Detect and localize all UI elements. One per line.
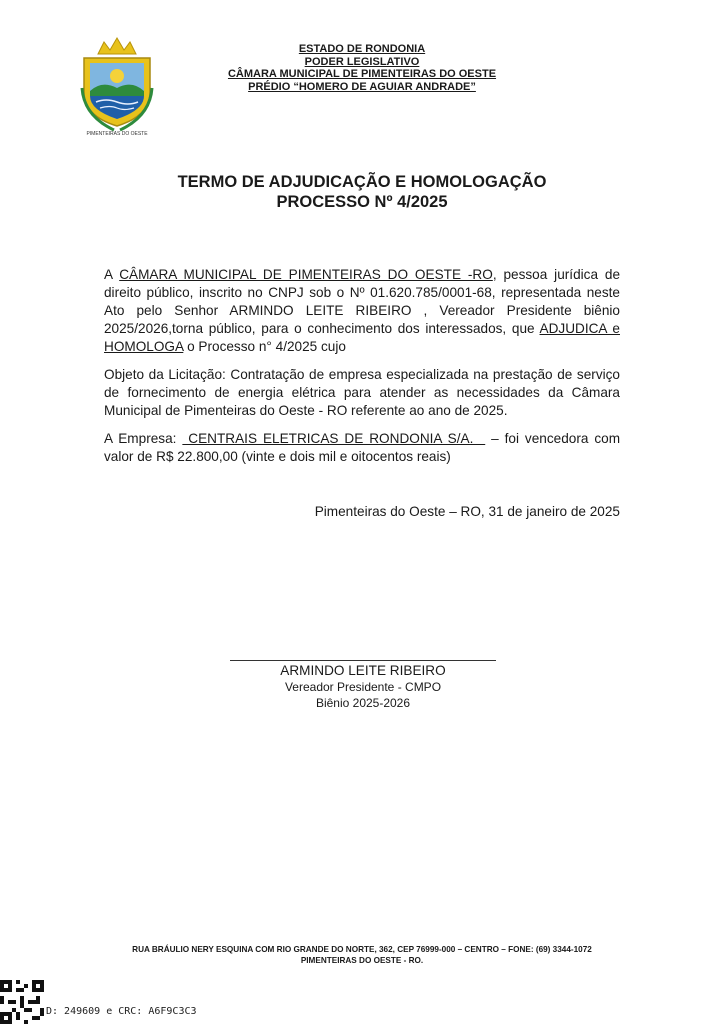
title-line-1: TERMO DE ADJUDICAÇÃO E HOMOLOGAÇÃO [177, 173, 547, 191]
p3-prefix: A Empresa: [104, 431, 183, 446]
municipal-seal [76, 36, 158, 136]
seal-caption: PIMENTEIRAS DO OESTE [86, 131, 148, 136]
header-state: ESTADO DE RONDONIA [298, 43, 426, 55]
verification-qr-code [0, 980, 44, 1024]
signer-role: Vereador Presidente - CMPO [284, 680, 442, 694]
header-chamber: CÂMARA MUNICIPAL DE PIMENTEIRAS DO OESTE [227, 68, 497, 80]
company-name: CENTRAIS ELETRICAS DE RONDONIA S/A. [182, 431, 486, 446]
p1-suffix: o Processo n° 4/2025 cujo [183, 339, 346, 354]
paragraph-object: Objeto da Licitação: Contratação de empresa especializada na prestação de serviço de fornecimento de energia elétrica para atender as necessidades da Câmara Municipal de Pimenteiras do Oeste - RO referente ao ano de 2025. [104, 367, 620, 418]
header-building: PRÉDIO “HOMERO DE AGUIAR ANDRADE” [248, 80, 476, 93]
paragraph-adjudication [104, 266, 620, 356]
title-line-2: PROCESSO Nº 4/2025 [276, 193, 448, 211]
header-power: PODER LEGISLATIVO [304, 55, 420, 68]
entity-name: CÂMARA MUNICIPAL DE PIMENTEIRAS DO OESTE -RO [119, 267, 493, 282]
footer-address [60, 944, 664, 966]
p3-suffix: – foi vencedora com valor de R$ 22.800,00 (vinte e dois mil e oitocentos reais) [104, 431, 621, 464]
document-title [100, 172, 624, 212]
signature-line [230, 660, 496, 661]
signer-name: ARMINDO LEITE RIBEIRO [280, 663, 446, 678]
paragraph-winner [104, 430, 620, 466]
letterhead [190, 43, 534, 93]
p1-middle: , pessoa jurídica de direito público, inscrito no CNPJ sob o Nº 01.620.785/0001-68, representada neste Ato pelo Senhor ARMINDO LEITE RIBEIRO , Vereador Presidente biênio 2025/2026,torna público, para o conhecimento dos interessados, que [104, 267, 621, 336]
seal-crown [98, 38, 136, 54]
footer-line-2: PIMENTEIRAS DO OESTE - RO. [300, 956, 424, 965]
place-date: Pimenteiras do Oeste – RO, 31 de janeiro de 2025 [314, 504, 620, 519]
signer-term: Biênio 2025-2026 [315, 696, 411, 710]
footer-line-1: RUA BRÁULIO NERY ESQUINA COM RIO GRANDE DO NORTE, 362, CEP 76999-000 – CENTRO – FONE: (69) 3344-1072 [132, 945, 592, 954]
adjudica-homologa: ADJUDICA e HOMOLOGA [104, 321, 620, 354]
verification-crc: D: 249609 e CRC: A6F9C3C3 [46, 1006, 197, 1017]
p1-prefix: A [104, 267, 120, 282]
signature-block [230, 662, 496, 711]
